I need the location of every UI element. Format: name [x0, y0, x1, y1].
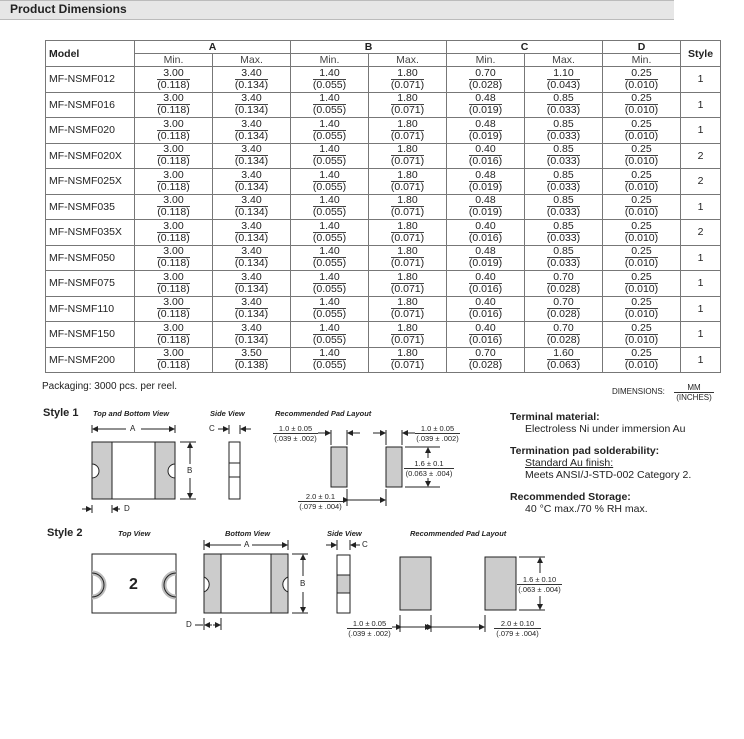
- value-mm: 3.00: [157, 144, 189, 156]
- style2-view-side: Side View: [327, 529, 362, 538]
- value-in: (.039 ± .002): [416, 434, 459, 443]
- style2-dim-d: D: [186, 620, 192, 629]
- value-in: (0.134): [234, 155, 269, 168]
- value-mm: 1.80: [391, 93, 423, 105]
- subheader-min: Min.: [291, 54, 369, 67]
- value-mm: 3.40: [235, 68, 267, 80]
- value-mm: 0.48: [469, 170, 501, 182]
- section-title: Product Dimensions: [10, 2, 127, 16]
- value-in: (0.071): [390, 129, 425, 142]
- value-in: (0.118): [157, 155, 190, 168]
- value-in: (0.010): [624, 257, 659, 270]
- value-mm: 0.85: [547, 195, 579, 207]
- style2-pad-gap: [494, 619, 541, 638]
- value-in: (0.118): [157, 180, 190, 193]
- value-in: (0.063): [546, 359, 581, 372]
- value-mm: 0.48: [469, 119, 501, 131]
- value-mm: 3.00: [157, 348, 189, 360]
- value-mm: 2.0 ± 0.10: [494, 619, 541, 629]
- value-in: (0.010): [624, 129, 659, 142]
- value-in: (0.118): [157, 257, 190, 270]
- value-mm: 1.40: [313, 144, 345, 156]
- value-in: (0.028): [468, 359, 503, 372]
- value-in: (0.118): [157, 231, 190, 244]
- value-mm: 0.40: [469, 323, 501, 335]
- value-in: (0.028): [546, 282, 581, 295]
- header-model: Model: [46, 41, 135, 67]
- value-mm: 0.25: [625, 68, 657, 80]
- header-c: C: [447, 41, 603, 54]
- value-in: (0.055): [312, 180, 347, 193]
- style1-top-bottom-view: [82, 425, 196, 513]
- value-mm: 1.40: [313, 246, 345, 258]
- value-mm: 0.70: [469, 68, 501, 80]
- value-mm: 3.00: [157, 68, 189, 80]
- style-cell: 2: [681, 143, 721, 169]
- value-in: (0.118): [157, 282, 190, 295]
- value-in: (0.071): [390, 359, 425, 372]
- value-in: (0.019): [468, 180, 503, 193]
- subheader-max: Max.: [213, 54, 291, 67]
- value-mm: 0.85: [547, 93, 579, 105]
- packaging-note: Packaging: 3000 pcs. per reel.: [42, 381, 178, 392]
- header-d: D: [603, 41, 681, 54]
- value-mm: 1.80: [391, 323, 423, 335]
- style-cell: 1: [681, 347, 721, 373]
- value-in: (0.010): [624, 333, 659, 346]
- value-in: (0.010): [624, 180, 659, 193]
- value-in: (0.134): [234, 257, 269, 270]
- value-mm: 3.00: [157, 119, 189, 131]
- value-in: (0.134): [234, 129, 269, 142]
- value-in: (0.019): [468, 129, 503, 142]
- style-cell: 1: [681, 296, 721, 322]
- value-mm: 3.00: [157, 246, 189, 258]
- value-in: (0.028): [468, 78, 503, 91]
- value-in: (.079 ± .004): [496, 629, 539, 638]
- style-cell: 2: [681, 220, 721, 246]
- value-in: (0.071): [390, 180, 425, 193]
- value-in: (0.055): [312, 359, 347, 372]
- solder-sub: Standard Au finish:: [525, 457, 614, 469]
- value-mm: 0.40: [469, 272, 501, 284]
- value-mm: 0.25: [625, 297, 657, 309]
- value-mm: 0.85: [547, 119, 579, 131]
- value-mm: 1.80: [391, 246, 423, 258]
- model-cell: MF-NSMF200: [46, 347, 135, 373]
- value-in: (0.134): [234, 333, 269, 346]
- value-in: (0.071): [390, 257, 425, 270]
- value-in: (0.033): [546, 104, 581, 117]
- value-mm: 0.25: [625, 170, 657, 182]
- value-in: (0.033): [546, 180, 581, 193]
- value-mm: 1.80: [391, 348, 423, 360]
- value-mm: 3.40: [235, 144, 267, 156]
- value-mm: 3.40: [235, 119, 267, 131]
- unit-inches: (INCHES): [676, 393, 712, 402]
- value-mm: 1.80: [391, 119, 423, 131]
- value-in: (0.055): [312, 155, 347, 168]
- value-mm: 3.40: [235, 93, 267, 105]
- value-in: (0.055): [312, 206, 347, 219]
- style-cell: 1: [681, 245, 721, 271]
- value-mm: 1.40: [313, 170, 345, 182]
- value-mm: 1.40: [313, 68, 345, 80]
- style-cell: 1: [681, 271, 721, 297]
- value-mm: 3.40: [235, 170, 267, 182]
- storage-title: Recommended Storage:: [510, 491, 631, 503]
- style2-dim-a: A: [244, 540, 250, 549]
- terminal-text: Electroless Ni under immersion Au: [525, 423, 686, 435]
- value-mm: 0.40: [469, 221, 501, 233]
- value-mm: 0.70: [547, 272, 579, 284]
- style2-marking: 2: [129, 576, 138, 593]
- header-b: B: [291, 41, 447, 54]
- value-mm: 1.80: [391, 144, 423, 156]
- unit-mm: MM: [674, 383, 714, 393]
- value-in: (0.019): [468, 257, 503, 270]
- value-in: (0.118): [157, 308, 190, 321]
- style1-view-side: Side View: [210, 409, 245, 418]
- terminal-title: Terminal material:: [510, 411, 600, 423]
- value-in: (0.071): [390, 308, 425, 321]
- value-in: (0.033): [546, 257, 581, 270]
- value-mm: 1.40: [313, 119, 345, 131]
- style2-view-bottom: Bottom View: [225, 529, 271, 538]
- value-in: (0.010): [624, 231, 659, 244]
- value-in: (0.118): [157, 206, 190, 219]
- storage-text: 40 °C max./70 % RH max.: [525, 503, 648, 515]
- value-in: (0.118): [157, 333, 190, 346]
- value-in: (0.134): [234, 78, 269, 91]
- value-in: (0.071): [390, 104, 425, 117]
- model-cell: MF-NSMF035X: [46, 220, 135, 246]
- value-mm: 3.00: [157, 272, 189, 284]
- value-mm: 0.25: [625, 246, 657, 258]
- value-mm: 1.40: [313, 297, 345, 309]
- value-mm: 0.25: [625, 348, 657, 360]
- model-cell: MF-NSMF020: [46, 118, 135, 144]
- value-in: (0.071): [390, 206, 425, 219]
- value-mm: 1.80: [391, 221, 423, 233]
- value-mm: 1.0 ± 0.05: [415, 424, 460, 434]
- style1-pad-gap: [298, 492, 343, 511]
- subheader-min: Min.: [447, 54, 525, 67]
- style-cell: 1: [681, 118, 721, 144]
- value-in: (0.134): [234, 308, 269, 321]
- value-mm: 3.40: [235, 297, 267, 309]
- value-mm: 1.80: [391, 68, 423, 80]
- style1-pad-height: [404, 459, 454, 478]
- solder-title: Termination pad solderability:: [510, 445, 660, 457]
- value-in: (0.055): [312, 333, 347, 346]
- value-mm: 0.25: [625, 195, 657, 207]
- model-cell: MF-NSMF016: [46, 92, 135, 118]
- model-cell: MF-NSMF025X: [46, 169, 135, 195]
- value-in: (0.016): [468, 282, 503, 295]
- value-in: (0.118): [157, 129, 190, 142]
- style1-pad-width-right: [415, 424, 460, 443]
- value-mm: 0.48: [469, 93, 501, 105]
- value-mm: 0.25: [625, 221, 657, 233]
- value-in: (0.071): [390, 78, 425, 91]
- value-mm: 1.40: [313, 323, 345, 335]
- value-in: (0.134): [234, 231, 269, 244]
- model-cell: MF-NSMF035: [46, 194, 135, 220]
- value-in: (0.118): [157, 359, 190, 372]
- value-in: (0.118): [157, 104, 190, 117]
- value-in: (0.016): [468, 155, 503, 168]
- value-mm: 0.70: [547, 297, 579, 309]
- value-in: (.063 ± .004): [518, 585, 561, 594]
- value-mm: 1.0 ± 0.05: [347, 619, 392, 629]
- style1-view-top-bottom: Top and Bottom View: [93, 409, 170, 418]
- value-mm: 1.60: [547, 348, 579, 360]
- value-in: (0.063 ± .004): [405, 469, 453, 478]
- value-mm: 1.80: [391, 195, 423, 207]
- style-cell: 1: [681, 67, 721, 93]
- value-in: (0.010): [624, 359, 659, 372]
- value-mm: 1.40: [313, 195, 345, 207]
- value-in: (0.134): [234, 180, 269, 193]
- solder-text: Meets ANSI/J-STD-002 Category 2.: [525, 469, 692, 481]
- value-mm: 0.25: [625, 323, 657, 335]
- value-mm: 3.50: [235, 348, 267, 360]
- value-mm: 0.40: [469, 297, 501, 309]
- style2-view-pad: Recommended Pad Layout: [410, 529, 507, 538]
- value-in: (0.033): [546, 155, 581, 168]
- value-in: (.079 ± .004): [299, 502, 342, 511]
- value-mm: 1.40: [313, 221, 345, 233]
- style-cell: 1: [681, 92, 721, 118]
- value-mm: 0.85: [547, 144, 579, 156]
- value-mm: 0.70: [547, 323, 579, 335]
- model-cell: MF-NSMF012: [46, 67, 135, 93]
- value-mm: 3.40: [235, 272, 267, 284]
- value-mm: 3.00: [157, 323, 189, 335]
- header-style: Style: [681, 41, 721, 67]
- value-mm: 0.85: [547, 221, 579, 233]
- style1-pad-width-left: [273, 424, 318, 443]
- style2-side-view: [326, 540, 360, 613]
- value-mm: 1.80: [391, 170, 423, 182]
- value-mm: 3.40: [235, 221, 267, 233]
- value-in: (0.134): [234, 206, 269, 219]
- model-cell: MF-NSMF075: [46, 271, 135, 297]
- value-mm: 0.25: [625, 119, 657, 131]
- value-in: (0.055): [312, 308, 347, 321]
- style1-dim-d: D: [124, 504, 130, 513]
- value-in: (0.019): [468, 206, 503, 219]
- style2-view-top: Top View: [118, 529, 151, 538]
- value-in: (0.055): [312, 129, 347, 142]
- value-in: (0.134): [234, 282, 269, 295]
- value-in: (0.055): [312, 104, 347, 117]
- value-in: (0.010): [624, 155, 659, 168]
- value-in: (0.138): [234, 359, 269, 372]
- model-cell: MF-NSMF150: [46, 322, 135, 348]
- value-mm: 3.40: [235, 246, 267, 258]
- value-in: (0.071): [390, 231, 425, 244]
- value-in: (.039 ± .002): [348, 629, 391, 638]
- subheader-min: Min.: [603, 54, 681, 67]
- value-in: (0.010): [624, 104, 659, 117]
- model-cell: MF-NSMF050: [46, 245, 135, 271]
- value-mm: 3.40: [235, 323, 267, 335]
- value-mm: 1.40: [313, 93, 345, 105]
- value-mm: 1.10: [547, 68, 579, 80]
- style1-label: Style 1: [43, 407, 79, 419]
- value-mm: 0.48: [469, 246, 501, 258]
- value-in: (0.134): [234, 104, 269, 117]
- value-mm: 0.48: [469, 195, 501, 207]
- value-in: (0.055): [312, 78, 347, 91]
- value-in: (0.055): [312, 257, 347, 270]
- header-a: A: [135, 41, 291, 54]
- value-in: (0.010): [624, 282, 659, 295]
- value-in: (0.071): [390, 155, 425, 168]
- value-mm: 0.85: [547, 170, 579, 182]
- style2-pad-width: [347, 619, 392, 638]
- subheader-max: Max.: [525, 54, 603, 67]
- value-mm: 3.00: [157, 297, 189, 309]
- value-in: (0.043): [546, 78, 581, 91]
- value-in: (0.010): [624, 308, 659, 321]
- style-cell: 2: [681, 169, 721, 195]
- value-mm: 0.70: [469, 348, 501, 360]
- value-in: (0.071): [390, 333, 425, 346]
- value-mm: 3.00: [157, 221, 189, 233]
- style-cell: 1: [681, 194, 721, 220]
- style2-dim-b: B: [300, 579, 306, 588]
- value-mm: 0.85: [547, 246, 579, 258]
- value-in: (0.033): [546, 231, 581, 244]
- value-mm: 3.40: [235, 195, 267, 207]
- style2-dim-c: C: [362, 540, 368, 549]
- model-cell: MF-NSMF110: [46, 296, 135, 322]
- value-in: (0.028): [546, 308, 581, 321]
- value-mm: 0.25: [625, 272, 657, 284]
- value-in: (0.010): [624, 78, 659, 91]
- subheader-max: Max.: [369, 54, 447, 67]
- value-in: (0.010): [624, 206, 659, 219]
- style1-side-view: [218, 425, 251, 499]
- value-in: (0.016): [468, 308, 503, 321]
- style2-label: Style 2: [47, 527, 83, 539]
- value-mm: 1.40: [313, 348, 345, 360]
- style2-bottom-view: [195, 540, 308, 630]
- value-in: (0.016): [468, 333, 503, 346]
- value-mm: 3.00: [157, 170, 189, 182]
- value-in: (0.055): [312, 282, 347, 295]
- value-in: (0.033): [546, 206, 581, 219]
- value-mm: 0.25: [625, 93, 657, 105]
- value-in: (.039 ± .002): [274, 434, 317, 443]
- model-cell: MF-NSMF020X: [46, 143, 135, 169]
- style1-dim-a: A: [130, 424, 136, 433]
- value-in: (0.019): [468, 104, 503, 117]
- value-in: (0.028): [546, 333, 581, 346]
- value-mm: 1.0 ± 0.05: [273, 424, 318, 434]
- style1-dim-b: B: [187, 466, 193, 475]
- value-in: (0.118): [157, 78, 190, 91]
- value-mm: 2.0 ± 0.1: [298, 492, 343, 502]
- value-in: (0.016): [468, 231, 503, 244]
- value-mm: 1.80: [391, 272, 423, 284]
- style2-pad-height: [517, 575, 562, 594]
- style-cell: 1: [681, 322, 721, 348]
- value-mm: 1.6 ± 0.1: [404, 459, 454, 469]
- value-mm: 0.40: [469, 144, 501, 156]
- value-mm: 0.25: [625, 144, 657, 156]
- style1-view-pad: Recommended Pad Layout: [275, 409, 372, 418]
- subheader-min: Min.: [135, 54, 213, 67]
- value-in: (0.071): [390, 282, 425, 295]
- value-mm: 1.80: [391, 297, 423, 309]
- value-in: (0.033): [546, 129, 581, 142]
- dimensions-label: DIMENSIONS:: [612, 387, 665, 396]
- value-mm: 1.40: [313, 272, 345, 284]
- value-mm: 1.6 ± 0.10: [517, 575, 562, 585]
- value-mm: 3.00: [157, 93, 189, 105]
- style1-dim-c: C: [209, 424, 215, 433]
- value-in: (0.055): [312, 231, 347, 244]
- value-mm: 3.00: [157, 195, 189, 207]
